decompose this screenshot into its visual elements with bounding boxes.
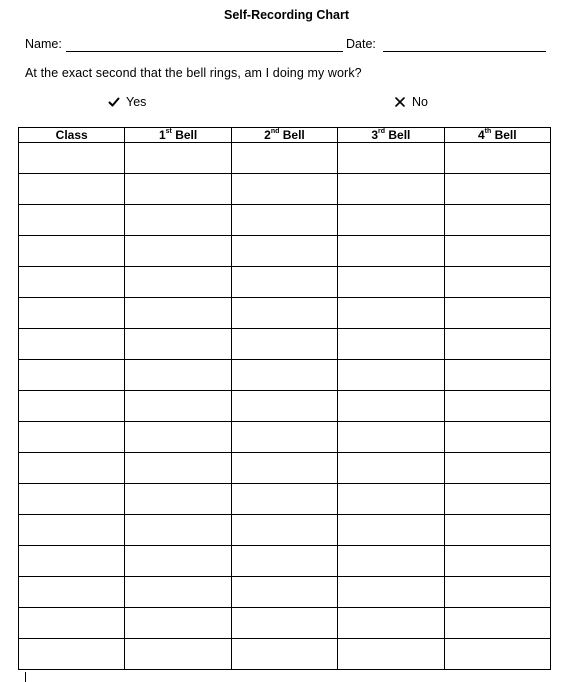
bell-cell[interactable] (231, 639, 337, 670)
bell-cell[interactable] (444, 515, 550, 546)
bell-cell[interactable] (125, 422, 231, 453)
bell-cell[interactable] (444, 484, 550, 515)
header-bell-2-label: Bell (279, 128, 305, 142)
class-cell[interactable] (19, 174, 125, 205)
x-mark-icon (394, 96, 406, 108)
class-cell[interactable] (19, 298, 125, 329)
header-class (19, 128, 125, 143)
bell-cell[interactable] (338, 236, 444, 267)
name-label: Name: (25, 37, 62, 51)
header-bell-4-label: Bell (491, 128, 517, 142)
bell-cell[interactable] (338, 391, 444, 422)
bell-cell[interactable] (125, 484, 231, 515)
legend-no-label: No (412, 95, 428, 109)
class-cell[interactable] (19, 143, 125, 174)
checkmark-icon (108, 96, 120, 108)
header-bell-1-suffix: st (165, 128, 172, 135)
bell-cell[interactable] (125, 267, 231, 298)
bell-cell[interactable] (444, 546, 550, 577)
bell-cell[interactable] (231, 391, 337, 422)
bell-cell[interactable] (338, 205, 444, 236)
table-row (19, 453, 551, 484)
bell-cell[interactable] (338, 577, 444, 608)
class-cell[interactable] (19, 608, 125, 639)
bell-cell[interactable] (125, 236, 231, 267)
name-date-row (25, 37, 550, 53)
bell-cell[interactable] (231, 360, 337, 391)
bell-cell[interactable] (444, 422, 550, 453)
bell-cell[interactable] (231, 484, 337, 515)
bell-cell[interactable] (231, 577, 337, 608)
class-cell[interactable] (19, 329, 125, 360)
legend-no (394, 95, 428, 109)
bell-cell[interactable] (338, 608, 444, 639)
bell-cell[interactable] (338, 174, 444, 205)
bell-cell[interactable] (444, 453, 550, 484)
class-cell[interactable] (19, 453, 125, 484)
bell-cell[interactable] (444, 391, 550, 422)
bell-cell[interactable] (338, 143, 444, 174)
class-cell[interactable] (19, 391, 125, 422)
bell-cell[interactable] (125, 360, 231, 391)
table-row (19, 143, 551, 174)
bell-cell[interactable] (231, 422, 337, 453)
table-row (19, 329, 551, 360)
bell-cell[interactable] (231, 267, 337, 298)
bell-cell[interactable] (444, 298, 550, 329)
bell-cell[interactable] (444, 577, 550, 608)
bell-cell[interactable] (125, 298, 231, 329)
bell-cell[interactable] (231, 515, 337, 546)
bell-cell[interactable] (125, 639, 231, 670)
header-bell-1-number: 1 (158, 128, 166, 142)
recording-table (18, 127, 551, 670)
bell-cell[interactable] (231, 608, 337, 639)
bell-cell[interactable] (231, 546, 337, 577)
legend-yes (108, 95, 146, 109)
bell-cell[interactable] (125, 205, 231, 236)
table-row (19, 577, 551, 608)
bell-cell[interactable] (444, 639, 550, 670)
bell-cell[interactable] (125, 546, 231, 577)
question-text: At the exact second that the bell rings, am I doing my work? (25, 66, 362, 80)
bell-cell[interactable] (231, 298, 337, 329)
header-bell-4-suffix: th (484, 128, 492, 135)
header-bell-2-suffix: nd (270, 128, 280, 135)
class-cell[interactable] (19, 546, 125, 577)
class-cell[interactable] (19, 205, 125, 236)
table-row (19, 484, 551, 515)
bell-cell[interactable] (231, 205, 337, 236)
table-row (19, 205, 551, 236)
bell-cell[interactable] (338, 267, 444, 298)
bell-cell[interactable] (231, 174, 337, 205)
header-bell-4 (444, 128, 550, 143)
bell-cell[interactable] (444, 329, 550, 360)
bell-cell[interactable] (338, 329, 444, 360)
bell-cell[interactable] (444, 143, 550, 174)
header-class-label: Class (55, 128, 88, 142)
bell-cell[interactable] (338, 546, 444, 577)
header-bell-1 (125, 128, 231, 143)
bell-cell[interactable] (125, 515, 231, 546)
class-cell[interactable] (19, 267, 125, 298)
bell-cell[interactable] (338, 453, 444, 484)
table-row (19, 608, 551, 639)
bell-cell[interactable] (444, 360, 550, 391)
table-row (19, 236, 551, 267)
bell-cell[interactable] (338, 422, 444, 453)
bell-cell[interactable] (231, 453, 337, 484)
table-row (19, 546, 551, 577)
bell-cell[interactable] (338, 639, 444, 670)
header-bell-2 (231, 128, 337, 143)
bell-cell[interactable] (125, 391, 231, 422)
header-bell-3-number: 3 (371, 128, 379, 142)
table-row (19, 391, 551, 422)
name-line[interactable] (66, 51, 343, 52)
class-cell[interactable] (19, 639, 125, 670)
date-label: Date: (346, 37, 376, 51)
bell-cell[interactable] (444, 174, 550, 205)
header-bell-3 (338, 128, 444, 143)
class-cell[interactable] (19, 577, 125, 608)
page-title: Self-Recording Chart (223, 8, 349, 22)
table-row (19, 360, 551, 391)
table-row (19, 174, 551, 205)
header-bell-2-number: 2 (264, 128, 271, 142)
bell-cell[interactable] (231, 143, 337, 174)
bell-cell[interactable] (231, 329, 337, 360)
bell-cell[interactable] (125, 608, 231, 639)
bell-cell[interactable] (125, 174, 231, 205)
table-row (19, 298, 551, 329)
bell-cell[interactable] (125, 143, 231, 174)
bell-cell[interactable] (125, 453, 231, 484)
date-line[interactable] (383, 51, 546, 52)
header-row (19, 128, 551, 143)
legend-yes-label: Yes (126, 95, 147, 109)
header-bell-3-label: Bell (385, 128, 411, 142)
margin-mark (25, 672, 26, 682)
header-bell-3-suffix: rd (378, 128, 386, 135)
header-bell-4-number: 4 (477, 128, 485, 142)
table-row (19, 515, 551, 546)
table-row (19, 267, 551, 298)
bell-cell[interactable] (444, 267, 550, 298)
header-bell-1-label: Bell (171, 128, 198, 142)
class-cell[interactable] (19, 236, 125, 267)
bell-cell[interactable] (231, 236, 337, 267)
class-cell[interactable] (19, 360, 125, 391)
bell-cell[interactable] (444, 236, 550, 267)
table-row (19, 422, 551, 453)
class-cell[interactable] (19, 484, 125, 515)
bell-cell[interactable] (338, 360, 444, 391)
class-cell[interactable] (19, 515, 125, 546)
bell-cell[interactable] (338, 484, 444, 515)
bell-cell[interactable] (125, 329, 231, 360)
bell-cell[interactable] (125, 577, 231, 608)
table-row (19, 639, 551, 670)
table-body (19, 143, 551, 670)
bell-cell[interactable] (338, 298, 444, 329)
bell-cell[interactable] (444, 205, 550, 236)
class-cell[interactable] (19, 422, 125, 453)
bell-cell[interactable] (338, 515, 444, 546)
bell-cell[interactable] (444, 608, 550, 639)
